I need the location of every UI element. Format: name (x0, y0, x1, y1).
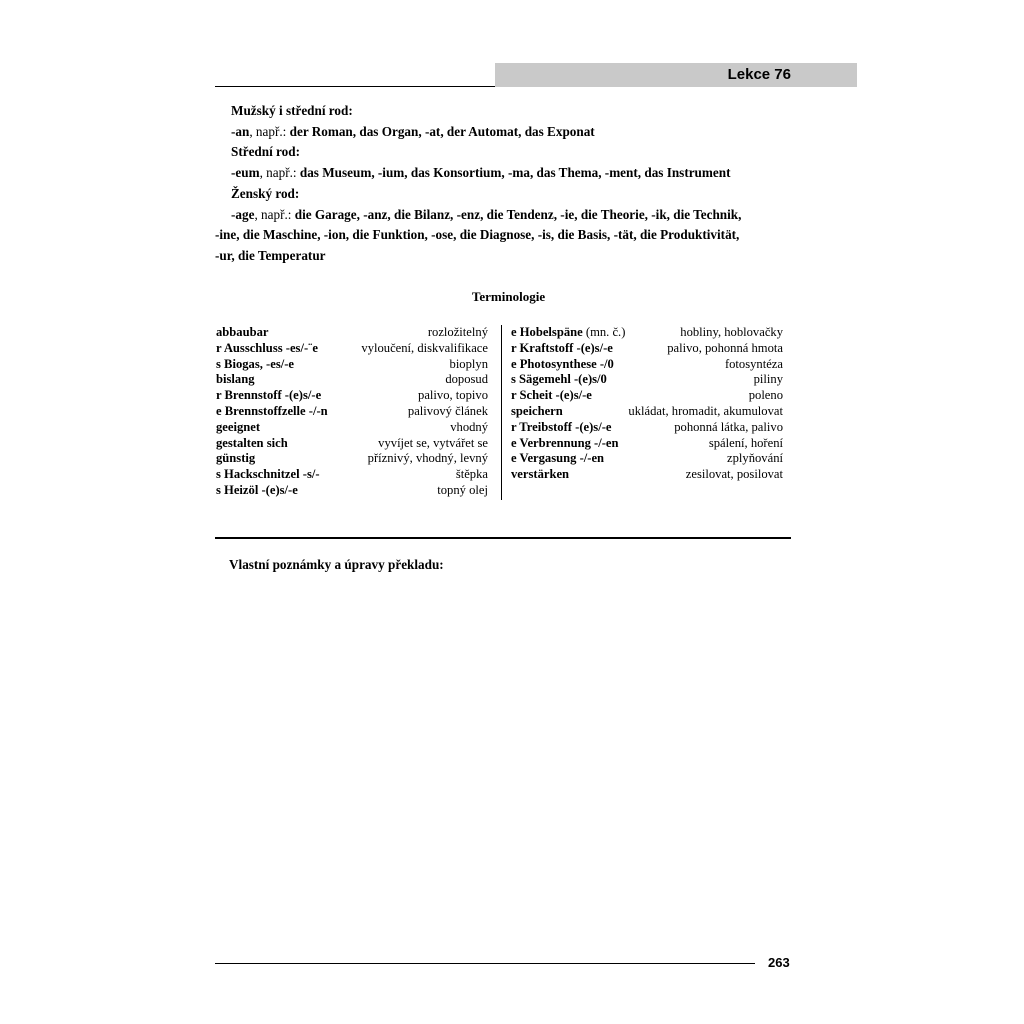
german-term-text: r Treibstoff -(e)s/-e (511, 419, 612, 434)
glossary-right-column (511, 325, 783, 483)
german-term (511, 341, 613, 357)
czech-translation: vyloučení, diskvalifikace (361, 340, 488, 355)
czech-translation: hobliny, hoblovačky (680, 325, 783, 339)
czech-translation: pohonná látka, palivo (674, 419, 783, 434)
german-term (216, 436, 288, 452)
czech-translation: palivo, topivo (418, 388, 488, 403)
masc-neut-heading: Mužský i střední rod: (231, 103, 353, 118)
glossary-entry (511, 388, 783, 404)
glossary-entry (511, 404, 783, 420)
glossary-left-column (216, 325, 488, 499)
czech-translation: zesilovat, posilovat (685, 467, 783, 482)
glossary-entry (511, 451, 783, 467)
glossary-entry (216, 404, 488, 420)
glossary-entry (216, 357, 488, 373)
footer-rule (215, 963, 755, 964)
fem-examples-line-3 (215, 246, 790, 267)
german-term (216, 483, 298, 499)
glossary-entry (216, 467, 488, 483)
german-term-text: abbaubar (216, 325, 269, 339)
czech-translation: topný olej (437, 482, 488, 497)
czech-translation: ukládat, hromadit, akumulovat (628, 403, 783, 418)
section-rule (215, 537, 791, 539)
czech-translation: palivový článek (407, 403, 488, 418)
german-term (511, 451, 604, 467)
german-term-text: speichern (511, 403, 563, 418)
czech-translation: rozložitelný (427, 325, 488, 339)
glossary-entry (511, 341, 783, 357)
glossary-column-divider (501, 325, 502, 500)
german-term-text: geeignet (216, 419, 261, 434)
german-term (216, 357, 294, 373)
czech-translation: bioplyn (449, 356, 488, 371)
german-term-text: günstig (216, 451, 256, 466)
example-words: -ine, die Maschine, -ion, die Funktion, -ose, die Diagnose, -is, die Basis, -tät, die Produktivität, (215, 227, 740, 243)
czech-translation: piliny (753, 372, 783, 387)
notes-heading: Vlastní poznámky a úpravy překladu: (229, 557, 444, 572)
german-term-text: r Kraftstoff -(e)s/-e (511, 340, 613, 355)
glossary-entry (511, 436, 783, 452)
glossary-entry (216, 451, 488, 467)
fem-examples-line-2 (215, 225, 790, 246)
german-term (216, 467, 320, 483)
suffix: -eum (231, 165, 260, 181)
glossary-entry (216, 325, 488, 341)
czech-translation: spálení, hoření (708, 435, 783, 450)
glossary-entry (511, 357, 783, 373)
german-term (511, 325, 625, 341)
example-words-rest: , das Organ, -at, der Automat, das Exponat (352, 123, 595, 139)
german-term (511, 372, 607, 388)
lesson-header (495, 63, 857, 87)
glossary-entry (216, 372, 488, 388)
neut-heading: Střední rod: (231, 144, 300, 160)
glossary-entry (511, 325, 783, 341)
neut-examples (215, 163, 790, 184)
german-term (511, 404, 563, 420)
lesson-label: Lekce 76 (727, 66, 791, 83)
glossary-entry (511, 372, 783, 388)
page-number: 263 (768, 955, 790, 970)
example-words: -ur, die Temperatur (215, 247, 326, 263)
german-term (511, 467, 569, 483)
glossary-entry (511, 467, 783, 483)
german-term-text: r Scheit -(e)s/-e (511, 388, 592, 403)
german-term-text: e Vergasung -/-en (511, 451, 605, 466)
german-term (511, 357, 614, 373)
fem-examples-line-1 (215, 205, 790, 226)
german-term-text: s Sägemehl -(e)s/0 (511, 372, 607, 387)
glossary-entry (216, 420, 488, 436)
glossary-entry (216, 388, 488, 404)
czech-translation: štěpka (455, 467, 488, 482)
glossary-entry (216, 341, 488, 357)
fem-heading: Ženský rod: (231, 185, 300, 201)
german-term-text: gestalten sich (216, 435, 288, 450)
german-term-text: verstärken (511, 467, 570, 482)
masc-neut-examples (215, 122, 790, 143)
glossary-entry (511, 420, 783, 436)
german-term (216, 372, 255, 388)
german-term-text: s Biogas, -es/-e (216, 356, 295, 371)
german-term-text: s Hackschnitzel -s/- (216, 467, 320, 482)
german-term-text: e Hobelspäne (511, 325, 583, 339)
napr-text: , např.: (249, 123, 290, 139)
example-words: die Garage, -anz, die Bilanz, -enz, die Tendenz, -ie, die Theorie, -ik, die Technik, (294, 206, 742, 222)
napr-text: , např.: (254, 206, 295, 222)
german-term-text: bislang (216, 372, 255, 387)
german-term-text: r Ausschluss -es/-¨e (216, 340, 318, 355)
example-words: der Roman (289, 123, 353, 139)
suffix: -age (231, 206, 255, 222)
glossary-entry (216, 483, 488, 499)
suffix: -an (231, 123, 250, 139)
german-term-text: e Photosynthese -/0 (511, 356, 614, 371)
german-term-text: s Heizöl -(e)s/-e (216, 482, 298, 497)
czech-translation: poleno (748, 388, 783, 403)
german-term (216, 388, 321, 404)
czech-translation: příznivý, vhodný, levný (367, 451, 488, 466)
german-term (511, 420, 612, 436)
term-note: (mn. č.) (582, 325, 626, 339)
czech-translation: vyvíjet se, vytvářet se (378, 435, 488, 450)
german-term (216, 420, 260, 436)
czech-translation: doposud (445, 372, 488, 387)
czech-translation: palivo, pohonná hmota (667, 340, 783, 355)
german-term-text: e Verbrennung -/-en (511, 435, 619, 450)
german-term (216, 341, 318, 357)
german-term-text: e Brennstoffzelle -/-n (216, 403, 328, 418)
german-term-text: r Brennstoff -(e)s/-e (216, 388, 322, 403)
czech-translation: fotosyntéza (724, 356, 783, 371)
example-words: das Museum, -ium, das Konsortium, -ma, das Thema, -ment, das Instrument (299, 165, 731, 181)
glossary-entry (216, 436, 488, 452)
german-term (216, 451, 255, 467)
german-term (511, 388, 592, 404)
grammar-section (215, 101, 790, 267)
czech-translation: zplyňování (727, 451, 783, 466)
german-term (511, 436, 619, 452)
german-term (216, 404, 328, 420)
terminology-title: Terminologie (471, 289, 546, 304)
napr-text: , např.: (259, 165, 300, 181)
german-term (216, 325, 269, 341)
czech-translation: vhodný (450, 419, 488, 434)
